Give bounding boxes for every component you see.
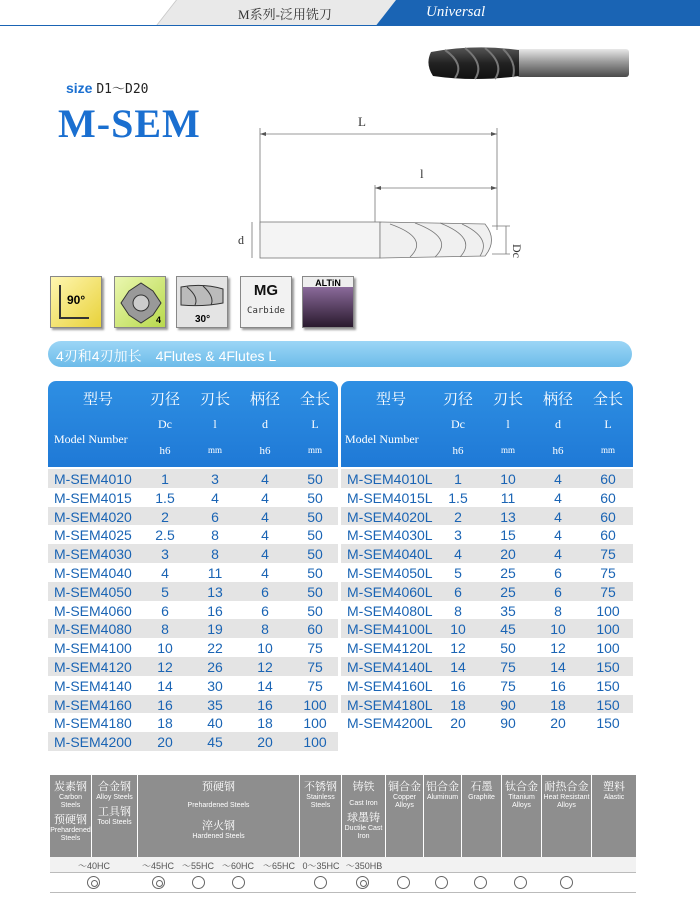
size-value: D1～D20 xyxy=(96,82,149,97)
blade-diameter-cell: 16 xyxy=(450,677,466,694)
blade-length-cell: 25 xyxy=(500,564,516,581)
overall-length-cell: 100 xyxy=(596,621,620,638)
spec-table-left xyxy=(48,381,338,751)
blade-length-cell: 35 xyxy=(207,696,223,713)
blade-length-cell: 19 xyxy=(207,621,223,638)
blade-length-cell: 15 xyxy=(500,527,516,544)
table-row xyxy=(341,525,633,544)
shank-diameter-cell: 18 xyxy=(550,696,566,713)
table-row xyxy=(48,469,338,488)
dim-l: l xyxy=(420,166,424,181)
unit-mm: mm xyxy=(500,445,515,455)
tool-drawing xyxy=(230,110,530,270)
model-number-cell: M-SEM4100L xyxy=(347,621,433,638)
model-number-cell: M-SEM4040L xyxy=(347,546,433,563)
shank-diameter-cell: 8 xyxy=(554,602,562,619)
table-body-left xyxy=(48,469,338,751)
blade-diameter-cell: 18 xyxy=(157,715,173,732)
blade-diameter-cell: 1 xyxy=(161,471,169,487)
shank-diameter-cell: 18 xyxy=(257,715,273,732)
model-number-cell: M-SEM4200L xyxy=(347,715,433,732)
table-row xyxy=(48,525,338,544)
blade-length-cell: 6 xyxy=(211,508,219,525)
blade-length-cell: 90 xyxy=(500,696,516,713)
overall-length-cell: 50 xyxy=(307,527,323,544)
material-header xyxy=(50,775,636,857)
overall-length-cell: 60 xyxy=(600,527,616,544)
table-row xyxy=(341,507,633,526)
shank-diameter-cell: 16 xyxy=(257,696,273,713)
dim-L: L xyxy=(358,114,366,129)
col-type: 型号 xyxy=(375,392,406,408)
blade-length-cell: 8 xyxy=(211,527,219,544)
blade-length-cell: 11 xyxy=(500,489,516,506)
shank-diameter-cell: 4 xyxy=(554,527,562,544)
overall-length-cell: 150 xyxy=(596,658,620,675)
dim-Dc: Dc xyxy=(510,244,524,258)
spec-table-right xyxy=(341,381,633,743)
overall-length-cell: 100 xyxy=(303,696,327,713)
shank-diameter-cell: 8 xyxy=(261,621,269,638)
shank-diameter-cell: 4 xyxy=(554,546,562,563)
col-d: d xyxy=(555,417,561,431)
blade-length-cell: 50 xyxy=(500,640,516,657)
table-row xyxy=(341,713,633,732)
blade-length-cell: 75 xyxy=(500,677,516,694)
unit-mm: mm xyxy=(207,445,222,455)
blade-length-cell: 13 xyxy=(500,508,516,525)
overall-length-cell: 60 xyxy=(307,621,323,638)
carbide-grade-icon xyxy=(240,276,292,328)
blade-length-cell: 30 xyxy=(207,677,223,694)
good-mark-icon xyxy=(397,876,410,889)
good-mark-icon xyxy=(314,876,327,889)
overall-length-cell: 50 xyxy=(307,546,323,563)
model-number-cell: M-SEM4020L xyxy=(347,508,433,525)
blade-diameter-cell: 1.5 xyxy=(155,489,175,506)
overall-length-cell: 60 xyxy=(600,489,616,506)
model-number-cell: M-SEM4010 xyxy=(54,471,132,487)
table-header-left xyxy=(48,381,338,467)
overall-length-cell: 150 xyxy=(596,715,620,732)
blade-length-cell: 75 xyxy=(500,658,516,675)
table-row xyxy=(48,638,338,657)
model-number-cell: M-SEM4160L xyxy=(347,677,433,694)
model-number-cell: M-SEM4180 xyxy=(54,715,132,732)
model-number-cell: M-SEM4030L xyxy=(347,527,433,544)
col-shank-dia: 柄径 xyxy=(249,392,280,408)
shank-diameter-cell: 4 xyxy=(554,508,562,525)
blade-length-cell: 20 xyxy=(500,546,516,563)
blade-length-cell: 4 xyxy=(211,489,219,506)
shank-diameter-cell: 12 xyxy=(257,658,273,675)
blade-length-cell: 45 xyxy=(207,734,223,751)
model-number-cell: M-SEM4050 xyxy=(54,583,132,600)
overall-length-cell: 100 xyxy=(596,640,620,657)
blade-diameter-cell: 3 xyxy=(454,527,462,544)
unit-mm: mm xyxy=(307,445,322,455)
good-mark-icon xyxy=(560,876,573,889)
table-row xyxy=(341,695,633,714)
helix-label: 30° xyxy=(195,314,211,325)
model-number-cell: M-SEM4060L xyxy=(347,583,433,600)
header-divider xyxy=(0,25,700,26)
tol-h6: h6 xyxy=(259,445,271,457)
blade-diameter-cell: 4 xyxy=(161,564,169,581)
hardness-row xyxy=(50,857,636,873)
shank-diameter-cell: 4 xyxy=(554,489,562,506)
shank-diameter-cell: 16 xyxy=(550,677,566,694)
blade-diameter-cell: 2 xyxy=(454,508,462,525)
col-l: l xyxy=(213,417,217,431)
shank-diameter-cell: 20 xyxy=(550,715,566,732)
shank-diameter-cell: 6 xyxy=(554,564,562,581)
good-mark-icon xyxy=(232,876,245,889)
col-type: 型号 xyxy=(82,392,113,408)
angle-label: 90° xyxy=(67,293,86,307)
blade-diameter-cell: 8 xyxy=(454,602,462,619)
mat-alloy: 合金钢 Alloy Steels 工具钢 Tool Steels xyxy=(92,775,138,857)
table-row xyxy=(48,582,338,601)
model-number-cell: M-SEM4030 xyxy=(54,546,132,563)
table-body-right xyxy=(341,469,633,732)
blade-diameter-cell: 8 xyxy=(161,621,169,638)
header-universal-label: Universal xyxy=(426,4,486,20)
table-row xyxy=(48,563,338,582)
col-blade-dia: 刃径 xyxy=(442,392,473,408)
mat-carbon: 炭素钢 Carbon Steels 预硬钢 Prehardened Steels xyxy=(50,775,92,857)
col-l: l xyxy=(506,417,510,431)
overall-length-cell: 75 xyxy=(307,677,323,694)
blade-diameter-cell: 1 xyxy=(454,471,462,487)
blade-diameter-cell: 1.5 xyxy=(448,489,468,506)
flute-count-label: 4 xyxy=(155,315,161,325)
blade-diameter-cell: 4 xyxy=(454,546,462,563)
excellent-mark-icon xyxy=(152,876,165,889)
table-row xyxy=(341,638,633,657)
blade-diameter-cell: 2.5 xyxy=(155,527,175,544)
blade-length-cell: 16 xyxy=(207,602,223,619)
table-header-right xyxy=(341,381,633,467)
model-number-cell: M-SEM4020 xyxy=(54,508,132,525)
model-number-cell: M-SEM4050L xyxy=(347,564,433,581)
blade-diameter-cell: 5 xyxy=(161,583,169,600)
table-row xyxy=(48,488,338,507)
mat-copper: 铜合金 Copper Alloys xyxy=(386,775,424,857)
mat-castiron: 铸铁 Cast Iron 球墨铸 Ductile Cast Iron xyxy=(342,775,386,857)
shank-diameter-cell: 4 xyxy=(261,471,269,487)
material-table xyxy=(50,775,636,893)
size-range xyxy=(66,78,149,97)
flutes-banner: 4刃和4刃加长 4Flutes & 4Flutes L xyxy=(48,341,632,367)
blade-diameter-cell: 18 xyxy=(450,696,466,713)
table-row xyxy=(48,695,338,714)
header-tab-right xyxy=(376,0,700,26)
table-row xyxy=(341,657,633,676)
overall-length-cell: 60 xyxy=(600,471,616,487)
shank-diameter-cell: 6 xyxy=(261,583,269,600)
hardness-value: ～45HC xyxy=(141,861,174,871)
hardness-value: ～60HC xyxy=(221,861,254,871)
table-row xyxy=(341,676,633,695)
col-blade-len: 刃长 xyxy=(199,392,230,408)
table-row xyxy=(341,469,633,488)
model-number-cell: M-SEM4080 xyxy=(54,621,132,638)
tol-h6: h6 xyxy=(159,445,171,457)
shank-diameter-cell: 4 xyxy=(261,546,269,563)
overall-length-cell: 50 xyxy=(307,489,323,506)
unit-mm: mm xyxy=(600,445,615,455)
col-shank-dia: 柄径 xyxy=(542,392,573,408)
overall-length-cell: 75 xyxy=(307,640,323,657)
mat-prehardened: 预硬钢 Prehardened Steels 淬火钢 Hardened Steels xyxy=(138,775,300,857)
col-blade-dia: 刃径 xyxy=(149,392,180,408)
blade-diameter-cell: 12 xyxy=(450,640,466,657)
table-row xyxy=(341,582,633,601)
good-mark-icon xyxy=(435,876,448,889)
overall-length-cell: 75 xyxy=(600,583,616,600)
mat-aluminum: 铝合金 Aluminum xyxy=(424,775,462,857)
corner-angle-icon xyxy=(50,276,102,328)
table-row xyxy=(341,563,633,582)
blade-diameter-cell: 5 xyxy=(454,564,462,581)
blade-length-cell: 40 xyxy=(207,715,223,732)
dim-d: d xyxy=(238,233,244,247)
hardness-value: ～40HC xyxy=(77,861,110,871)
blade-length-cell: 11 xyxy=(207,564,223,581)
overall-length-cell: 50 xyxy=(307,583,323,600)
table-row xyxy=(48,544,338,563)
shank-diameter-cell: 14 xyxy=(550,658,566,675)
blade-diameter-cell: 20 xyxy=(157,734,173,751)
overall-length-cell: 150 xyxy=(596,696,620,713)
shank-diameter-cell: 10 xyxy=(257,640,273,657)
shank-diameter-cell: 6 xyxy=(261,602,269,619)
blade-diameter-cell: 2 xyxy=(161,508,169,525)
blade-length-cell: 22 xyxy=(207,640,223,657)
model-number-cell: M-SEM4080L xyxy=(347,602,433,619)
blade-diameter-cell: 14 xyxy=(157,677,173,694)
shank-diameter-cell: 4 xyxy=(261,564,269,581)
excellent-mark-icon xyxy=(87,876,100,889)
col-total-len: 全长 xyxy=(592,392,623,408)
blade-diameter-cell: 16 xyxy=(157,696,173,713)
blade-diameter-cell: 12 xyxy=(157,658,173,675)
blade-length-cell: 90 xyxy=(500,715,516,732)
col-total-len: 全长 xyxy=(299,392,330,408)
overall-length-cell: 50 xyxy=(307,508,323,525)
overall-length-cell: 50 xyxy=(307,602,323,619)
table-row xyxy=(48,507,338,526)
overall-length-cell: 75 xyxy=(600,564,616,581)
tol-h6: h6 xyxy=(452,445,464,457)
overall-length-cell: 60 xyxy=(600,508,616,525)
table-row xyxy=(341,544,633,563)
model-number-cell: M-SEM4120L xyxy=(347,640,433,657)
blade-diameter-cell: 10 xyxy=(157,640,173,657)
table-row xyxy=(48,601,338,620)
shank-diameter-cell: 20 xyxy=(257,734,273,751)
table-row xyxy=(48,732,338,751)
blade-diameter-cell: 20 xyxy=(450,715,466,732)
col-L: L xyxy=(311,417,319,431)
blade-length-cell: 3 xyxy=(211,471,219,487)
hardness-value: 0～35HC xyxy=(302,861,340,871)
model-number-cell: M-SEM4160 xyxy=(54,696,132,713)
model-number-cell: M-SEM4100 xyxy=(54,640,132,657)
coating-label: ALTiN xyxy=(315,278,341,288)
model-number-cell: M-SEM4015L xyxy=(347,489,433,506)
coating-icon xyxy=(302,276,354,328)
table-row xyxy=(341,619,633,638)
mat-plastic: 塑料 Alastic xyxy=(603,781,625,801)
mat-stainless: 不锈钢 Stainless Steels xyxy=(300,775,342,857)
model-number-cell: M-SEM4180L xyxy=(347,696,433,713)
overall-length-cell: 75 xyxy=(600,546,616,563)
hardness-value: ～65HC xyxy=(262,861,295,871)
shank-diameter-cell: 4 xyxy=(261,508,269,525)
col-model: Model Number xyxy=(345,432,419,446)
table-row xyxy=(48,619,338,638)
blade-length-cell: 10 xyxy=(500,471,516,487)
col-model: Model Number xyxy=(54,432,128,446)
helix-angle-icon xyxy=(176,276,228,328)
grade-label: MG xyxy=(253,282,279,299)
model-number-cell: M-SEM4200 xyxy=(54,734,132,751)
overall-length-cell: 75 xyxy=(307,658,323,675)
product-title: M-SEM xyxy=(58,101,201,146)
carbide-label: Carbide xyxy=(247,306,285,316)
table-row xyxy=(341,601,633,620)
size-key: size xyxy=(66,80,93,96)
hardness-value: ～55HC xyxy=(181,861,214,871)
col-dc: Dc xyxy=(158,417,172,431)
tol-h6: h6 xyxy=(552,445,564,457)
blade-diameter-cell: 14 xyxy=(450,658,466,675)
blade-diameter-cell: 3 xyxy=(161,546,169,563)
table-row xyxy=(48,713,338,732)
header-series-label: M系列-泛用铣刀 xyxy=(238,7,332,22)
model-number-cell: M-SEM4025 xyxy=(54,527,132,544)
tool-photo xyxy=(425,42,635,84)
blade-length-cell: 35 xyxy=(500,602,516,619)
table-row xyxy=(341,488,633,507)
blade-length-cell: 8 xyxy=(211,546,219,563)
blade-diameter-cell: 10 xyxy=(450,621,466,638)
model-number-cell: M-SEM4120 xyxy=(54,658,132,675)
col-L: L xyxy=(604,417,612,431)
col-d: d xyxy=(262,417,268,431)
blade-length-cell: 26 xyxy=(207,658,223,675)
good-mark-icon xyxy=(192,876,205,889)
blade-length-cell: 45 xyxy=(500,621,516,638)
model-number-cell: M-SEM4015 xyxy=(54,489,132,506)
shank-diameter-cell: 4 xyxy=(554,471,562,487)
model-number-cell: M-SEM4010L xyxy=(347,471,433,487)
overall-length-cell: 150 xyxy=(596,677,620,694)
shank-diameter-cell: 14 xyxy=(257,677,273,694)
hardness-value: ～350HB xyxy=(345,861,383,871)
blade-length-cell: 13 xyxy=(207,583,223,600)
model-number-cell: M-SEM4140L xyxy=(347,658,433,675)
model-number-cell: M-SEM4040 xyxy=(54,564,132,581)
shank-diameter-cell: 10 xyxy=(550,621,566,638)
shank-diameter-cell: 4 xyxy=(261,489,269,506)
suitability-row xyxy=(50,873,636,893)
excellent-mark-icon xyxy=(356,876,369,889)
col-dc: Dc xyxy=(451,417,465,431)
model-number-cell: M-SEM4140 xyxy=(54,677,132,694)
good-mark-icon xyxy=(474,876,487,889)
table-row xyxy=(48,657,338,676)
overall-length-cell: 50 xyxy=(307,564,323,581)
shank-diameter-cell: 12 xyxy=(550,640,566,657)
mat-heat-resistant: 耐热合金 Heat Resistant Alloys xyxy=(542,775,592,857)
table-row xyxy=(48,676,338,695)
mat-graphite: 石墨 Graphite xyxy=(462,775,502,857)
shank-diameter-cell: 6 xyxy=(554,583,562,600)
col-blade-len: 刃长 xyxy=(492,392,523,408)
mat-titanium: 钛合金 Titanium Alloys xyxy=(502,775,542,857)
shank-diameter-cell: 4 xyxy=(261,527,269,544)
overall-length-cell: 100 xyxy=(303,734,327,751)
blade-diameter-cell: 6 xyxy=(454,583,462,600)
model-number-cell: M-SEM4060 xyxy=(54,602,132,619)
blade-diameter-cell: 6 xyxy=(161,602,169,619)
overall-length-cell: 100 xyxy=(596,602,620,619)
good-mark-icon xyxy=(514,876,527,889)
overall-length-cell: 50 xyxy=(307,471,323,487)
blade-length-cell: 25 xyxy=(500,583,516,600)
four-flutes-icon xyxy=(114,276,166,328)
overall-length-cell: 100 xyxy=(303,715,327,732)
